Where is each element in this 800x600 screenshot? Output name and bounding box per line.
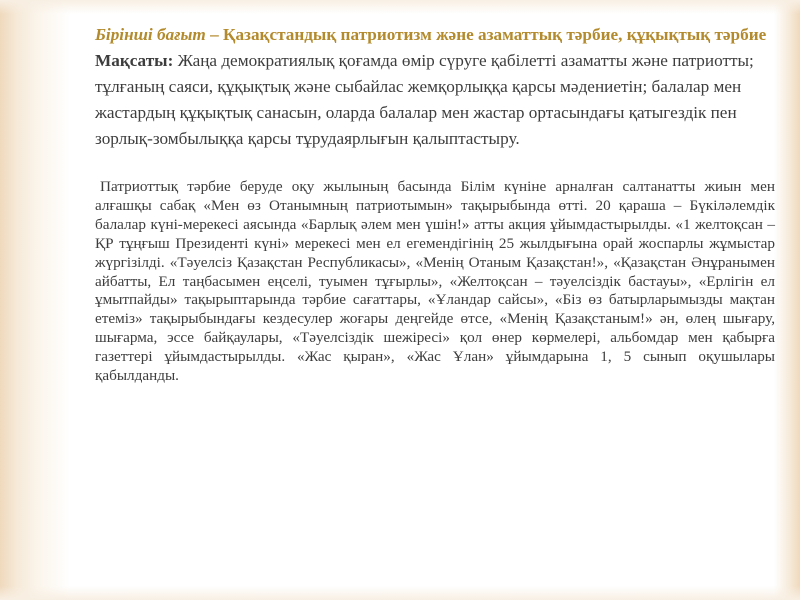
header-block bbox=[95, 22, 775, 152]
body-paragraph: Патриоттық тәрбие беруде оқу жылының басында Білім күніне арналған салтанатты жиын мен алғашқы сабақ «Мен өз Отанымның патриотымын» тақырыбында өтті. 20 қараша – Бүкіләлемдік балалар күні-мерекесі аясында «Барлық әлем мен үшін!» атты акция ұйымдастырылды. «1 желтоқсан – ҚР тұңғыш Президенті күні» мерекесі мен ел егемендігінің 25 жылдығына орай жоспарлы жұмыстар жүргізілді. «Тәуелсіз Қазақстан Республикасы», «Менің Отаным Қазақстан!», «Қазақстан Әнұранымен айбатты, Ел таңбасымен еңселі, туымен тұғырлы», «Желтоқсан – тәуелсіздік бастауы», «Ерлігін ел ұмытпайды» тақырыптарында тәрбие сағаттары, «Ұландар сайсы», «Біз өз батырларымызды мақтан етеміз» тақырыбындағы кездесулер жоғары деңгейде өтсе, «Менің Қазақстаным!» ән, өлең шығару, шығарма, эссе байқаулары, «Тәуелсіздік шежіресі» қол өнер көрмелері, альбомдар мен қабырға газеттері ұйымдастырылды. «Жас қыран», «Жас Ұлан» ұйымдарына 1, 5 сынып оқушылары қабылданды. bbox=[95, 178, 775, 385]
goal-text: Жаңа демократиялық қоғамда өмір сүруге қабілетті азаматты және патриотты; тұлғаның саяси, құқықтық және сыбайлас жемқорлыққа қарсы мәдениетін; балалар мен жастардың құқықтық санасын, оларда балалар мен жастар ортасындағы қатыгездік пен зорлық-зомбылыққа қарсы тұрудаярлығын қалыптастыру. bbox=[95, 51, 754, 148]
direction-label: Бірінші бағыт bbox=[95, 25, 206, 44]
right-decorative-shade bbox=[774, 0, 800, 600]
bottom-decorative-shade bbox=[0, 586, 800, 600]
left-decorative-shade bbox=[0, 0, 70, 600]
direction-heading bbox=[95, 22, 775, 48]
goal-section bbox=[95, 48, 775, 152]
slide-content bbox=[95, 22, 775, 386]
direction-title: – Қазақстандық патриотизм және азаматтық тәрбие, құқықтық тәрбие bbox=[205, 25, 767, 44]
top-decorative-shade bbox=[0, 0, 800, 14]
goal-label: Мақсаты: bbox=[95, 51, 174, 70]
